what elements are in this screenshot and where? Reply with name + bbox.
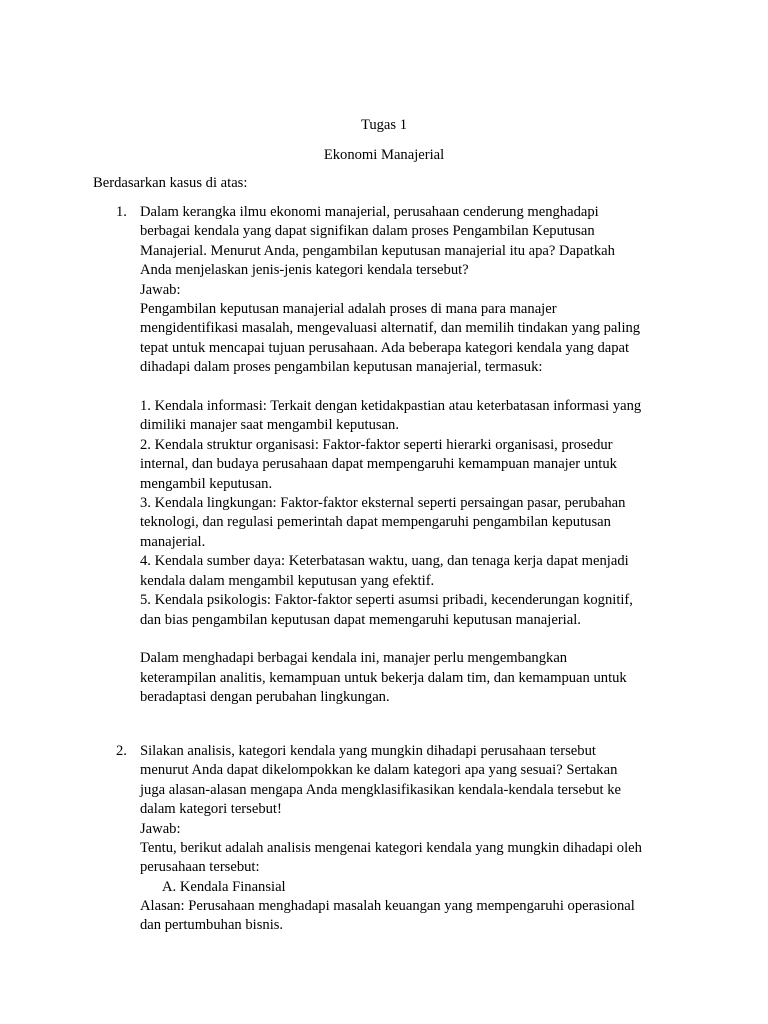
document-title: Tugas 1 [360, 117, 408, 133]
sub-item-a-label: A. Kendala Finansial [162, 879, 286, 895]
text-line: 4. Kendala sumber daya: Keterbatasan waktu, uang, dan tenaga kerja dapat menjadi [140, 553, 629, 570]
text-line: Jawab: [140, 820, 181, 837]
text-line: keterampilan analitis, kemampuan untuk bekerja dalam tim, dan kemampuan untuk [140, 669, 627, 686]
text-line: dalam kategori tersebut! [140, 801, 282, 818]
document-subtitle: Ekonomi Manajerial [323, 147, 445, 163]
text-line: juga alasan-alasan mengapa Anda mengklasifikasikan kendala-kendala tersebut ke [140, 781, 621, 798]
text-line: Anda menjelaskan jenis-jenis kategori kendala tersebut? [140, 262, 469, 279]
text-line: 1. Kendala informasi: Terkait dengan ketidakpastian atau keterbatasan informasi yang [140, 398, 642, 415]
question-1-body [140, 203, 700, 708]
text-line: teknologi, dan regulasi pemerintah dapat mempengaruhi pengambilan keputusan [140, 514, 611, 531]
question-1-number: 1. [116, 204, 127, 220]
text-line: Tentu, berikut adalah analisis mengenai kategori kendala yang mungkin dihadapi oleh [140, 840, 642, 857]
text-line: Alasan: Perusahaan menghadapi masalah keuangan yang mempengaruhi operasional [140, 898, 635, 914]
text-line: Manajerial. Menurut Anda, pengambilan keputusan manajerial itu apa? Dapatkah [140, 242, 615, 259]
text-line: mengambil keputusan. [140, 475, 273, 492]
text-line: 2. Kendala struktur organisasi: Faktor-faktor seperti hierarki organisasi, prosedur [140, 436, 613, 453]
text-line: dan bias pengambilan keputusan dapat memengaruhi keputusan manajerial. [140, 611, 581, 628]
text-line: tepat untuk mencapai tujuan perusahaan. Ada beberapa kategori kendala yang dapat [140, 339, 630, 356]
text-line: beradaptasi dengan perubahan lingkungan. [140, 689, 390, 706]
paragraph-gap [140, 630, 700, 649]
text-line: kendala dalam mengambil keputusan yang efektif. [140, 572, 435, 589]
text-line: Jawab: [140, 281, 181, 298]
text-line: menurut Anda dapat dikelompokkan ke dalam kategori apa yang sesuai? Sertakan [140, 762, 618, 779]
text-line: dan pertumbuhan bisnis. [140, 917, 284, 934]
text-line: dihadapi dalam proses pengambilan keputusan manajerial, termasuk: [140, 359, 543, 376]
text-line: perusahaan tersebut: [140, 859, 260, 876]
text-line: berbagai kendala yang dapat signifikan dalam proses Pengambilan Keputusan [140, 223, 595, 240]
text-line: internal, dan budaya perusahaan dapat mempengaruhi kemampuan manajer untuk [140, 456, 617, 473]
question-2-body [140, 742, 700, 878]
paragraph-gap [140, 378, 700, 397]
text-line: Pengambilan keputusan manajerial adalah proses di mana para manajer [140, 301, 557, 318]
text-line: 5. Kendala psikologis: Faktor-faktor seperti asumsi pribadi, kecenderungan kognitif, [140, 592, 633, 609]
text-line: 3. Kendala lingkungan: Faktor-faktor eksternal seperti persaingan pasar, perubahan [140, 495, 626, 512]
text-line: manajerial. [140, 533, 206, 550]
sub-item-a-reason [140, 897, 700, 936]
text-line: mengidentifikasi masalah, mengevaluasi alternatif, dan memilih tindakan yang paling [140, 320, 641, 337]
text-line: Dalam kerangka ilmu ekonomi manajerial, perusahaan cenderung menghadapi [140, 204, 599, 220]
text-line: dimiliki manajer saat mengambil keputusan. [140, 417, 399, 434]
intro-text: Berdasarkan kasus di atas: [93, 175, 248, 191]
text-line: Dalam menghadapi berbagai kendala ini, manajer perlu mengembangkan [140, 650, 568, 667]
text-line: Silakan analisis, kategori kendala yang mungkin dihadapi perusahaan tersebut [140, 743, 596, 759]
question-2-number: 2. [116, 743, 127, 759]
